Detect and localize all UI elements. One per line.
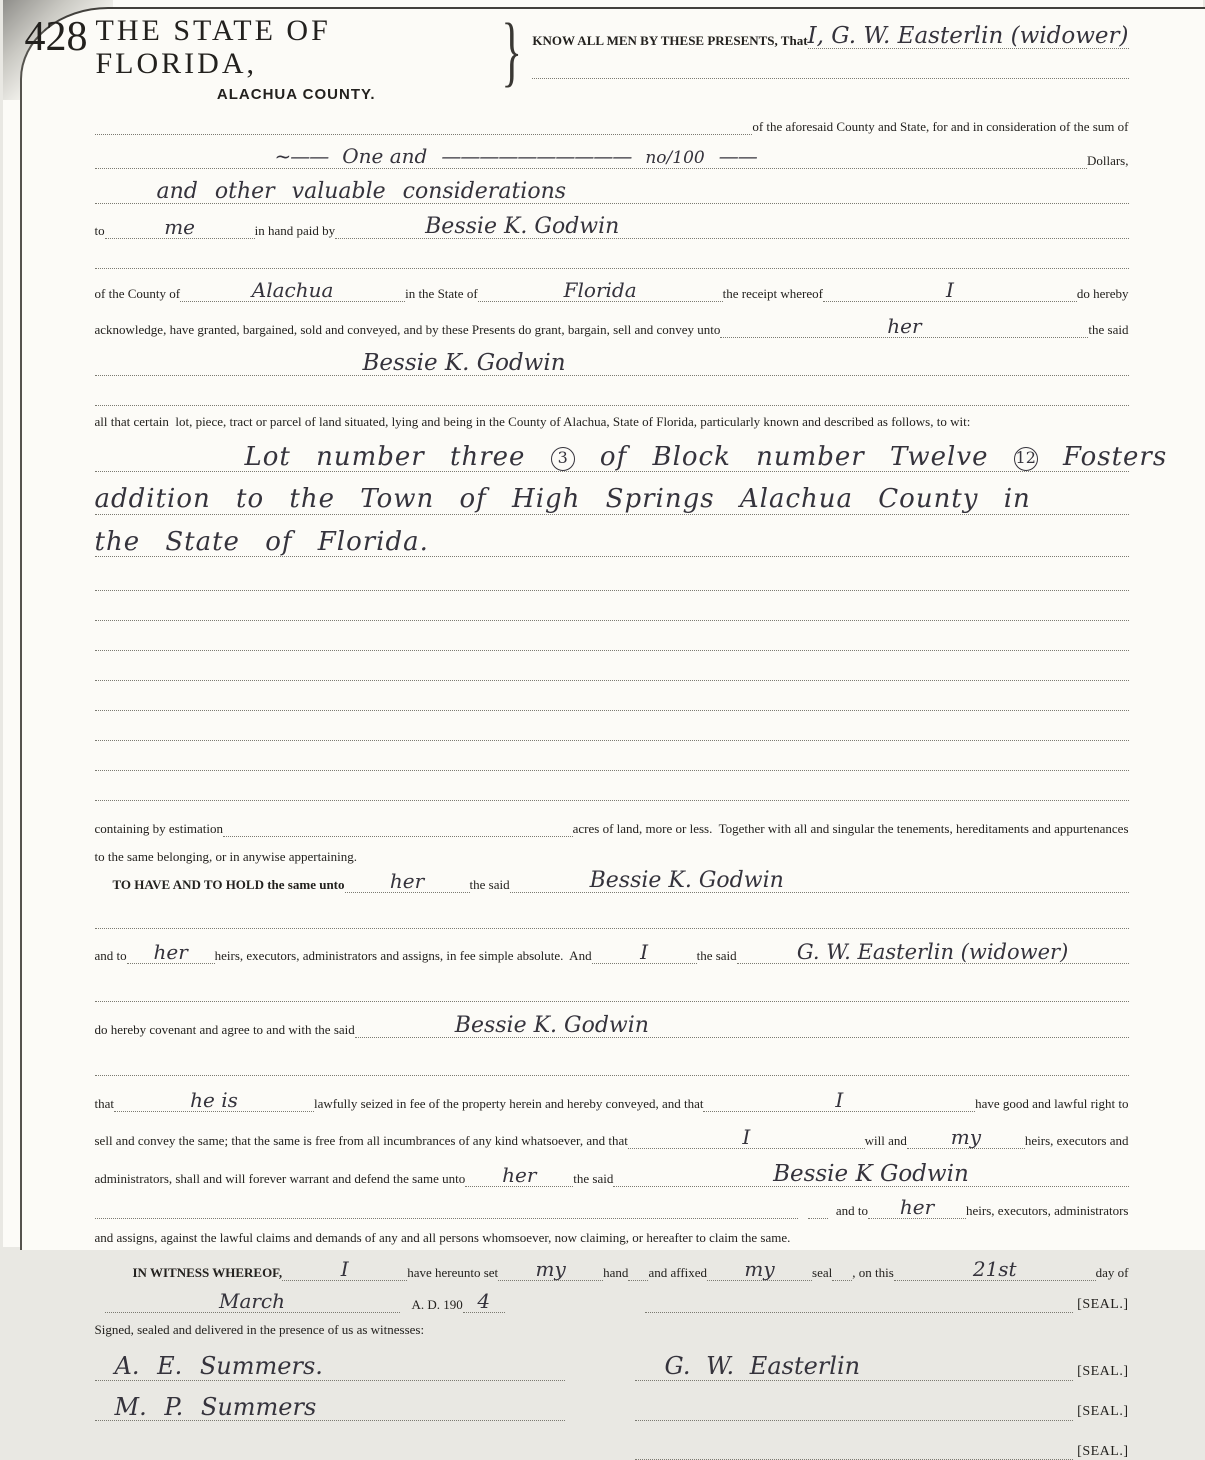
line-description-1 xyxy=(95,444,1129,472)
dotted-rule-short xyxy=(808,1218,828,1219)
entry-receipt: I xyxy=(823,280,1077,302)
brace-glyph: } xyxy=(501,14,522,88)
entry-month: March xyxy=(105,1291,400,1313)
dotted-rule xyxy=(95,650,1129,651)
witness2-block xyxy=(95,1395,595,1421)
will-and-label: will and xyxy=(865,1133,907,1149)
line-witness1-signature xyxy=(95,1354,1129,1380)
right-text: have good and lawful right to xyxy=(975,1096,1128,1112)
entry-day: 21st xyxy=(894,1259,1096,1281)
seal-marker-1: [SEAL.] xyxy=(1073,1296,1128,1314)
line-assigns xyxy=(95,1224,1129,1246)
line-presents xyxy=(532,24,1128,49)
entry-and: I xyxy=(592,942,697,964)
line-description-2 xyxy=(95,486,1129,514)
seal-label: seal xyxy=(812,1265,832,1281)
line-blank-7 xyxy=(95,689,1129,711)
entry-grantor-name: I, G. W. Easterlin (widower) xyxy=(808,24,1129,49)
dollars-label: Dollars, xyxy=(1087,153,1129,169)
assigns-text: and assigns, against the lawful claims and demands of any and all persons whomsoever, now claiming, or hereafter to claim the same. xyxy=(95,1230,791,1246)
amount-squiggle-right: —— xyxy=(719,146,757,167)
line-acknowledge xyxy=(95,316,1129,338)
hereby-label: do hereby xyxy=(1077,286,1129,302)
entry-description-1 xyxy=(95,444,1129,472)
heirs2-text: heirs, executors and xyxy=(1025,1133,1129,1149)
sell-text: sell and convey the same; that the same is free from all incumbrances of any kind whatsoever, and that xyxy=(95,1133,628,1149)
set-label: have hereunto set xyxy=(407,1265,498,1281)
entry-to-have: her xyxy=(345,871,470,893)
said-label-4: the said xyxy=(573,1171,613,1187)
said-label-2: the said xyxy=(470,877,510,893)
dotted-rule xyxy=(95,1001,1129,1002)
line-grantee-name xyxy=(95,351,1129,376)
line-blank-13 xyxy=(95,1054,1129,1076)
line-seized xyxy=(95,1090,1129,1112)
deed-content xyxy=(3,0,1203,1460)
line-blank-9 xyxy=(95,749,1129,771)
aforesaid-text: of the aforesaid County and State, for and in consideration of the sum of xyxy=(752,119,1128,135)
heirs3-text: heirs, executors, administrators xyxy=(966,1203,1128,1219)
deed-header xyxy=(25,14,1129,103)
entry-other-considerations: and other valuable considerations xyxy=(95,180,1129,204)
line-blank-11 xyxy=(95,907,1129,929)
line-warrant-defend xyxy=(95,1162,1129,1187)
presents-label: KNOW ALL MEN BY THESE PRESENTS, That xyxy=(532,33,807,49)
line-blank-4 xyxy=(95,599,1129,621)
dotted-rule xyxy=(95,405,1129,406)
line-blank-12 xyxy=(95,980,1129,1002)
amount-fraction: no/100 xyxy=(645,150,704,168)
entry-sell: I xyxy=(628,1127,865,1149)
dotted-rule xyxy=(95,800,1129,801)
dotted-rule xyxy=(95,770,1129,771)
line-sum xyxy=(95,146,1129,169)
dotted-rule xyxy=(95,680,1129,681)
entry-grantor-signature: G. W. Easterlin xyxy=(635,1354,1074,1380)
line-date-seal xyxy=(95,1291,1129,1313)
entry-will-and: my xyxy=(907,1127,1025,1149)
dotted-rule xyxy=(95,620,1129,621)
description-text: of Block number Twelve xyxy=(575,442,1014,472)
entry-acreage-blank xyxy=(223,836,573,837)
situated-text: all that certain lot, piece, tract or parcel of land situated, lying and being in the County of Alachua, State of Florida, particularly known and described as follows, to wit: xyxy=(95,414,971,430)
dotted-rule xyxy=(95,134,753,135)
year-label: A. D. 190 xyxy=(400,1297,463,1313)
description-text: Fosters xyxy=(1038,442,1168,472)
line-description-3 xyxy=(95,529,1129,557)
acknowledge-text: acknowledge, have granted, bargained, sold and conveyed, and by these Presents do grant, bargain, sell and convey unto xyxy=(95,322,721,338)
seal-line-3-block xyxy=(635,1403,1129,1421)
witness1-block xyxy=(95,1354,595,1380)
grantor-signature-block xyxy=(635,1354,1129,1380)
entry-to: me xyxy=(105,217,255,239)
county-label: of the County of xyxy=(95,286,181,302)
said-label: the said xyxy=(1088,322,1128,338)
signed-text: Signed, sealed and delivered in the presence of us as witnesses: xyxy=(95,1322,425,1338)
line-witness2-seal xyxy=(95,1395,1129,1421)
entry-grantor-name-2: G. W. Easterlin (widower) xyxy=(737,941,1129,964)
dotted-rule-short xyxy=(832,1280,852,1281)
paid-by-label: in hand paid by xyxy=(255,223,336,239)
entry-affixed: my xyxy=(707,1259,812,1281)
deed-document-page xyxy=(3,0,1203,1247)
entry-county: Alachua xyxy=(180,280,405,302)
dotted-rule xyxy=(95,710,1129,711)
signature-rule-1 xyxy=(645,1312,1073,1313)
to-have-label: TO HAVE AND TO HOLD the same unto xyxy=(95,877,345,893)
dotted-rule xyxy=(95,928,1129,929)
entry-grantee-name-3: Bessie K Godwin xyxy=(613,1162,1128,1187)
receipt-label: the receipt whereof xyxy=(723,286,823,302)
entry-state: Florida xyxy=(478,280,723,302)
entry-payer-name: Bessie K. Godwin xyxy=(335,215,1128,239)
dotted-rule xyxy=(95,590,1129,591)
line-sell-convey xyxy=(95,1127,1129,1149)
entry-year: 4 xyxy=(463,1291,505,1313)
dotted-rule-short xyxy=(628,1280,648,1281)
to-label: to xyxy=(95,223,105,239)
line-seal-4 xyxy=(95,1443,1129,1460)
amount-written: One and xyxy=(342,146,427,167)
entry-witness-1: A. E. Summers. xyxy=(95,1354,565,1380)
state-title: THE STATE OF FLORIDA, xyxy=(96,14,497,80)
state-label: in the State of xyxy=(405,286,478,302)
amount-squiggle-left: ~—— xyxy=(275,146,329,167)
dotted-rule xyxy=(95,1075,1129,1076)
line-witness-whereof xyxy=(95,1259,1129,1281)
line-other-considerations xyxy=(95,180,1129,204)
seal-line-4-block xyxy=(635,1443,1129,1460)
line-paid-by xyxy=(95,215,1129,239)
line-to-have xyxy=(95,869,1129,893)
line-blank-10 xyxy=(95,779,1129,801)
circled-number-12: 12 xyxy=(1014,447,1038,471)
said-label-3: the said xyxy=(697,948,737,964)
entry-seized: I xyxy=(703,1090,975,1112)
line-situated xyxy=(95,408,1129,430)
covenant-label: do hereby covenant and agree to and with the said xyxy=(95,1022,355,1038)
line-blank-2 xyxy=(95,384,1129,406)
header-right xyxy=(532,14,1128,79)
entry-grantee-name-2: Bessie K. Godwin xyxy=(510,869,1129,893)
and-to-label: and to xyxy=(95,948,127,964)
line-blank-6 xyxy=(95,659,1129,681)
county-title: ALACHUA COUNTY. xyxy=(96,86,497,103)
on-this-label: , on this xyxy=(852,1265,894,1281)
entry-grantee-name: Bessie K. Godwin xyxy=(95,351,1129,376)
that-label: that xyxy=(95,1096,115,1112)
whereof-label: IN WITNESS WHEREOF, xyxy=(95,1265,283,1281)
entry-set: my xyxy=(498,1259,603,1281)
seal-marker-3: [SEAL.] xyxy=(1073,1403,1128,1421)
line-containing xyxy=(95,815,1129,837)
heirs-text: heirs, executors, administrators and assigns, in fee simple absolute. And xyxy=(215,948,592,964)
line-belonging xyxy=(95,843,1129,865)
line-aforesaid xyxy=(95,113,1129,135)
dotted-rule xyxy=(532,78,1128,79)
entry-and-to-2: her xyxy=(868,1197,966,1219)
title-block xyxy=(96,14,497,103)
hand-label: hand xyxy=(603,1265,628,1281)
acres-text: acres of land, more or less. Together with all and singular the tenements, hereditaments and appurtenances xyxy=(573,821,1129,837)
seal-marker-2: [SEAL.] xyxy=(1073,1363,1128,1381)
line-blank-1 xyxy=(95,247,1129,269)
line-blank-5 xyxy=(95,629,1129,651)
entry-amount xyxy=(95,146,1087,169)
admin-text: administrators, shall and will forever warrant and defend the same unto xyxy=(95,1171,466,1187)
entry-description-2: addition to the Town of High Springs Alachua County in xyxy=(95,486,1129,514)
dotted-rule xyxy=(95,740,1129,741)
line-blank-8 xyxy=(95,719,1129,741)
line-blank-header xyxy=(532,57,1128,79)
belonging-text: to the same belonging, or in anywise appertaining. xyxy=(95,849,357,865)
line-covenant xyxy=(95,1014,1129,1038)
entry-and-to: her xyxy=(127,942,215,964)
line-signed-sealed xyxy=(95,1316,1129,1338)
entry-whereof: I xyxy=(282,1259,407,1281)
signature-rule-3 xyxy=(635,1420,1074,1421)
entry-description-3: the State of Florida. xyxy=(95,529,1129,557)
amount-dash: —————————— xyxy=(441,146,631,167)
line-fee-simple xyxy=(95,941,1129,964)
entry-covenant-grantee: Bessie K. Godwin xyxy=(355,1014,1129,1038)
line-county-state xyxy=(95,280,1129,302)
dotted-rule xyxy=(95,1218,798,1219)
entry-witness-2: M. P. Summers xyxy=(95,1395,565,1421)
page-number: 428 xyxy=(25,14,88,58)
entry-unto: her xyxy=(720,316,1088,338)
seal-marker-4: [SEAL.] xyxy=(1073,1443,1128,1460)
entry-that: he is xyxy=(114,1090,314,1112)
circled-number-3: 3 xyxy=(551,447,575,471)
day-of-label: day of xyxy=(1096,1265,1129,1281)
line-blank-3 xyxy=(95,569,1129,591)
affixed-label: and affixed xyxy=(648,1265,707,1281)
line-heirs-admin xyxy=(95,1197,1129,1219)
containing-label: containing by estimation xyxy=(95,821,224,837)
and-to-label-2: and to xyxy=(836,1203,868,1219)
dotted-rule xyxy=(95,268,1129,269)
seized-text: lawfully seized in fee of the property herein and hereby conveyed, and that xyxy=(314,1096,703,1112)
description-text: Lot number three xyxy=(245,442,551,472)
entry-defend-unto: her xyxy=(465,1165,573,1187)
